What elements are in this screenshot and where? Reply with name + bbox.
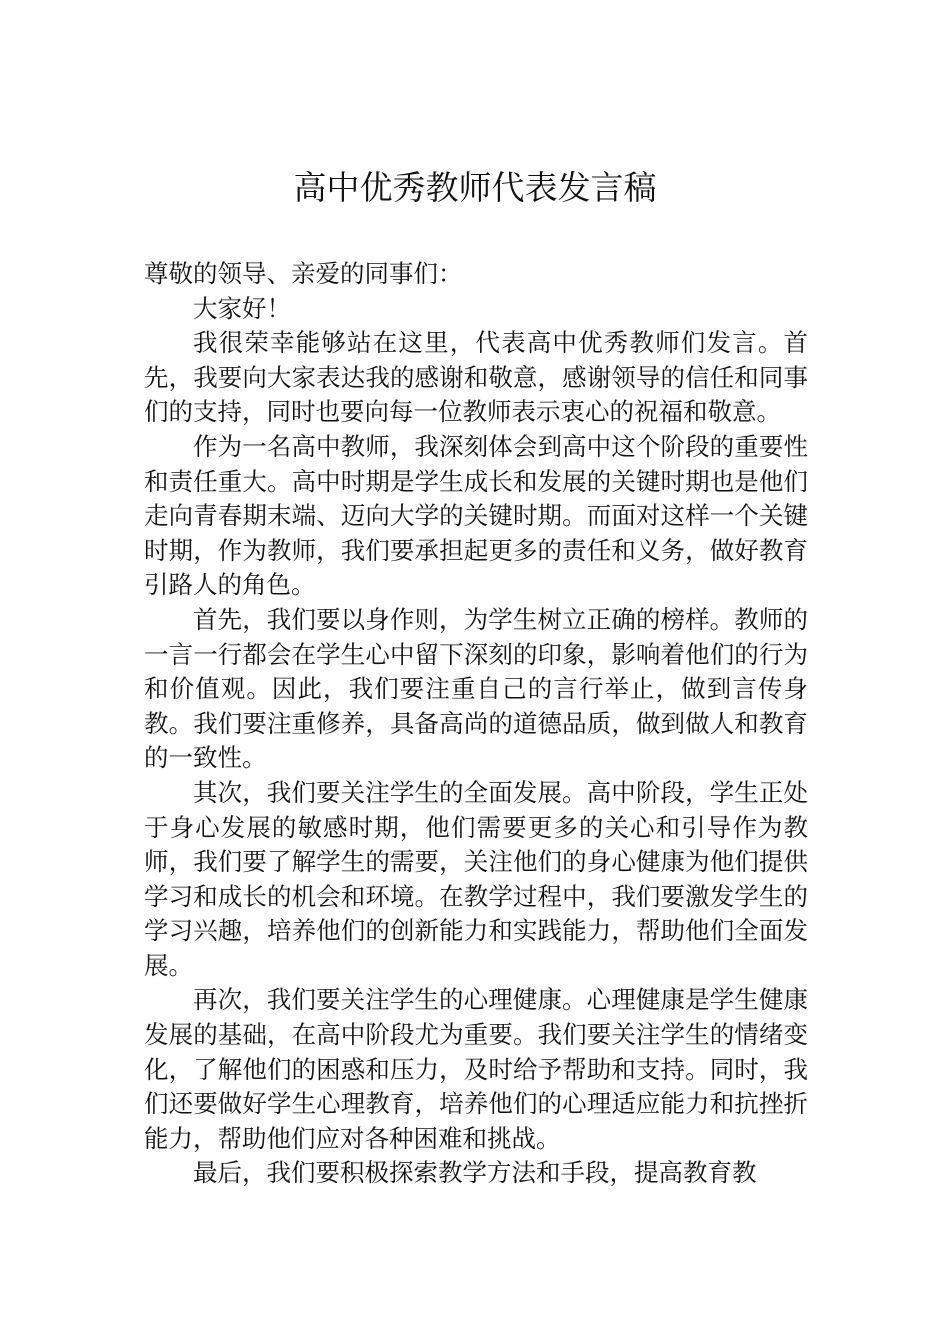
paragraph: 其次，我们要关注学生的全面发展。高中阶段，学生正处于身心发展的敏感时期，他们需要更多的关心和引导作为教师，我们要了解学生的需要，关注他们的身心健康为他们提供学习和成长的机会和环境。在教学过程中，我们要激发学生的学习兴趣，培养他们的创新能力和实践能力，帮助他们全面发展。: [144, 777, 808, 980]
paragraph: 再次，我们要关注学生的心理健康。心理健康是学生健康发展的基础，在高中阶段尤为重要。我们要关注学生的情绪变化，了解他们的困惑和压力，及时给予帮助和支持。同时，我们还要做好学生心理教育，培养他们的心理适应能力和抗挫折能力，帮助他们应对各种困难和挑战。: [144, 985, 808, 1153]
paragraph: 首先，我们要以身作则，为学生树立正确的榜样。教师的一言一行都会在学生心中留下深刻的印象，影响着他们的行为和价值观。因此，我们要注重自己的言行举止，做到言传身教。我们要注重修养，具备高尚的道德品质，做到做人和教育的一致性。: [144, 604, 808, 773]
page-title: 高中优秀教师代表发言稿: [293, 168, 657, 207]
salutation: 尊敬的领导、亲爱的同事们：: [144, 259, 463, 288]
paragraph: 作为一名高中教师，我深刻体会到高中这个阶段的重要性和责任重大。高中时期是学生成长和发展的关键时期也是他们走向青春期末端、迈向大学的关键时期。而面对这样一个关键时期，作为教师，我们要承担起更多的责任和义务，做好教育引路人的角色。: [144, 431, 808, 600]
paragraph: 最后，我们要积极探索教学方法和手段，提高教育教: [193, 1158, 757, 1188]
document-body: [144, 257, 808, 1191]
paragraph: 我很荣幸能够站在这里，代表高中优秀教师们发言。首先，我要向大家表达我的感谢和敬意，感谢领导的信任和同事们的支持，同时也要向每一位教师表示衷心的祝福和敬意。: [144, 328, 808, 427]
paragraph-greeting: 大家好！: [193, 293, 291, 323]
